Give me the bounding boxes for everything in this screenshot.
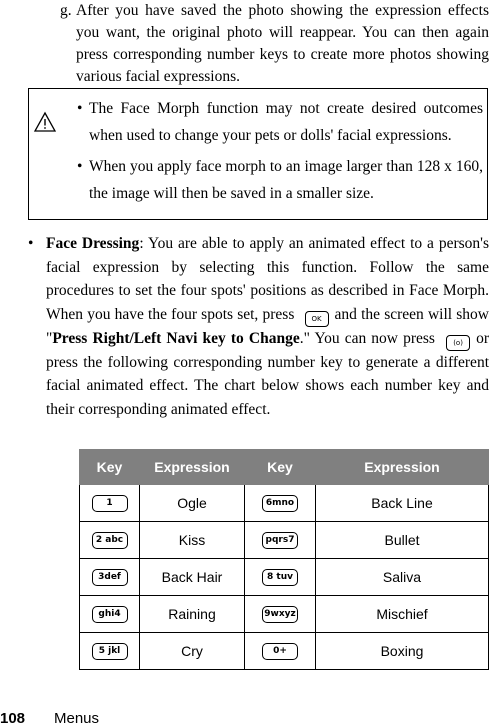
expression-cell: Saliva	[316, 559, 489, 596]
ok-key-icon: OK	[305, 311, 329, 327]
key-1-icon: 1	[92, 495, 128, 512]
page-footer	[0, 708, 489, 728]
key-expression-table	[79, 449, 489, 670]
fd-text-4: or press the following corresponding number key to generate a different facial animated effect. The chart below shows each number key and their corresponding animated effect.	[46, 329, 489, 418]
expression-cell: Mischief	[316, 596, 489, 633]
fd-text-3: ." You can now press	[299, 329, 435, 347]
key-0-icon: 0+	[262, 643, 298, 660]
table-row	[80, 485, 489, 522]
note-item: • The Face Morph function may not create desired outcomes when used to change your pets or dolls' facial expressions.	[77, 100, 483, 144]
fd-text-2: and the screen will show "	[46, 305, 489, 347]
page-number: 108	[0, 710, 26, 727]
expression-cell: Ogle	[140, 485, 245, 522]
step-text: After you have saved the photo showing the expression effects you want, the original photo will reappear. You can then again press corresponding number keys to create more photos showing various facial expressions.	[76, 2, 489, 85]
key-2-icon: 2 abc	[92, 532, 128, 549]
face-dressing-section	[28, 232, 489, 421]
face-dressing-title: Face Dressing	[46, 235, 140, 252]
key-5-icon: 5 jkl	[92, 643, 128, 660]
key-4-icon: ghi4	[92, 606, 128, 623]
key-8-icon: 8 tuv	[262, 569, 298, 586]
step-marker: g.	[60, 2, 72, 19]
table-header-row	[80, 450, 489, 485]
key-6-icon: 6mno	[262, 495, 298, 512]
table-row	[80, 522, 489, 559]
warning-icon	[33, 111, 57, 138]
note-box	[28, 88, 488, 220]
step-g	[60, 0, 489, 88]
note-list	[77, 95, 483, 211]
expression-cell: Bullet	[316, 522, 489, 559]
key-9-icon: 9wxyz	[262, 606, 298, 623]
table-row	[80, 633, 489, 670]
bullet-dot: •	[28, 235, 34, 252]
expression-cell: Back Hair	[140, 559, 245, 596]
expression-cell: Back Line	[316, 485, 489, 522]
expression-cell: Kiss	[140, 522, 245, 559]
table-row	[80, 596, 489, 633]
header-key: Key	[80, 450, 140, 485]
key-7-icon: pqrs7	[262, 532, 298, 549]
section-name: Menus	[54, 710, 100, 727]
fd-bold-phrase: Press Right/Left Navi key to Change	[52, 329, 300, 347]
key-3-icon: 3def	[92, 569, 128, 586]
expression-cell: Boxing	[316, 633, 489, 670]
header-expression: Expression	[316, 450, 489, 485]
header-key: Key	[245, 450, 316, 485]
note-item-text: When you apply face morph to an image larger than 128 x 160, the image will then be saved in a smaller size.	[89, 158, 483, 202]
note-item-text: The Face Morph function may not create desired outcomes when used to change your pets or dolls' facial expressions.	[89, 100, 483, 144]
fd-text-1: : You are able to apply an animated effect to a person's facial expression by selecting this function. Follow the same procedures to set the four spots' positions as described in Face Morph. When you have the four spots set, press	[46, 235, 489, 323]
expression-cell: Raining	[140, 596, 245, 633]
note-item: • When you apply face morph to an image larger than 128 x 160, the image will then be saved in a smaller size.	[77, 158, 483, 202]
expression-cell: Cry	[140, 633, 245, 670]
navi-key-icon: (o)	[446, 335, 470, 351]
header-expression: Expression	[140, 450, 245, 485]
table-row	[80, 559, 489, 596]
